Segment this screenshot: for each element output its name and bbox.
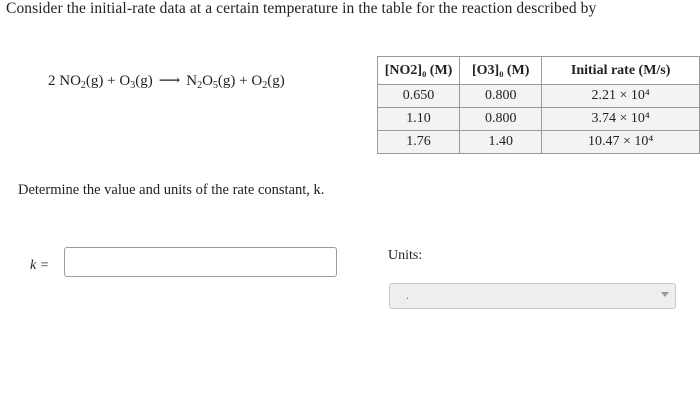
- product2-subscript: 2: [262, 80, 268, 91]
- cell-rate: 10.47 × 10⁴: [542, 131, 700, 154]
- units-selected-value: .: [406, 288, 409, 302]
- table-row: [378, 85, 700, 108]
- cell-o3: 0.800: [460, 85, 542, 108]
- reactant2-state: (g): [135, 73, 153, 89]
- plus-sign: +: [107, 73, 116, 89]
- product1-subscript-2: 5: [212, 80, 218, 91]
- reaction-equation: [48, 71, 285, 91]
- prompt-text: Consider the initial-rate data at a certain temperature in the table for the reaction described by: [6, 0, 597, 17]
- cell-rate: 2.21 × 10⁴: [542, 85, 700, 108]
- reactant2-formula: O: [119, 73, 131, 89]
- reaction-arrow-icon: ⟶: [158, 73, 181, 89]
- cell-rate: 3.74 × 10⁴: [542, 108, 700, 131]
- header-no2: [NO2]₀ (M): [378, 57, 460, 85]
- product1-subscript-1: 2: [197, 80, 203, 91]
- product2-formula: O: [251, 73, 263, 89]
- header-o3: [O3]₀ (M): [460, 57, 542, 85]
- k-label: k =: [30, 258, 50, 273]
- cell-no2: 1.76: [378, 131, 460, 154]
- product1-formula-mid: O: [202, 73, 213, 89]
- cell-o3: 1.40: [460, 131, 542, 154]
- table-row: [378, 131, 700, 154]
- cell-o3: 0.800: [460, 108, 542, 131]
- reactant1-coef: 2: [48, 73, 56, 89]
- table-row: [378, 108, 700, 131]
- table-header-row: [378, 57, 700, 85]
- units-label: Units:: [388, 248, 423, 263]
- cell-no2: 1.10: [378, 108, 460, 131]
- cell-no2: 0.650: [378, 85, 460, 108]
- units-dropdown[interactable]: [389, 283, 676, 309]
- header-initial-rate: Initial rate (M/s): [542, 57, 700, 85]
- product1-state: (g): [217, 73, 236, 89]
- plus-sign: +: [239, 73, 248, 89]
- reactant1-formula: NO: [59, 73, 81, 89]
- reactant1-state: (g): [85, 73, 104, 89]
- rate-constant-input[interactable]: [64, 247, 337, 277]
- chevron-down-icon: [661, 292, 669, 297]
- initial-rate-table: [377, 56, 700, 154]
- product1-formula: N: [186, 73, 198, 89]
- product2-state: (g): [267, 73, 285, 89]
- question-text: Determine the value and units of the rate constant, k.: [18, 182, 325, 198]
- reactant1-subscript: 2: [80, 80, 86, 91]
- reactant2-subscript: 3: [130, 80, 136, 91]
